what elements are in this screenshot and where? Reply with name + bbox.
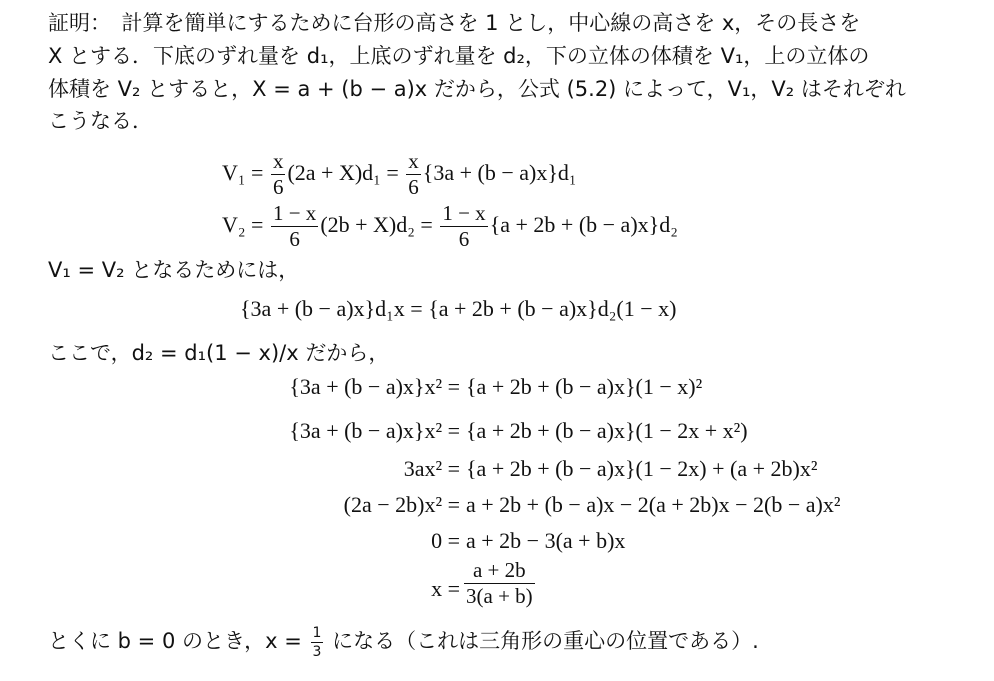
equation-v2-middle: (2b + X)d₂ = (320, 212, 433, 237)
final-result (0, 560, 994, 616)
derivation-step (0, 418, 994, 446)
proof-paragraph-line-2: X とする．下底のずれ量を d₁，上底のずれ量を d₂，下の立体の体積を V₁，上の立体の (48, 44, 870, 68)
step-rhs: a + 2b + (b − a)x − 2(a + 2b)x − 2(b − a)x² (466, 492, 841, 517)
fraction-numerator: 1 − x (442, 201, 486, 226)
condition-text: V₁ = V₂ となるためには， (48, 258, 300, 282)
conclusion-text-b: になる（これは三角形の重心の位置である）. (325, 629, 759, 653)
equation-v1-fraction-1 (271, 151, 286, 198)
equation-v2-fraction-2 (440, 203, 487, 250)
step-lhs: (2a − 2b)x² = (343, 492, 460, 517)
substitution-text: ここで，d₂ = d₁(1 − x)/x だから， (48, 341, 390, 365)
fraction-denominator: 6 (272, 175, 284, 200)
fraction-numerator: x (408, 149, 419, 174)
step-rhs: {a + 2b + (b − a)x}(1 − 2x) + (a + 2b)x² (466, 456, 818, 481)
fraction-denominator: 6 (289, 227, 300, 252)
fraction-denominator: 3(a + b) (466, 584, 533, 608)
equation-balance: {3a + (b − a)x}d₁x = {a + 2b + (b − a)x}d₂(1 − x) (240, 296, 677, 321)
equation-v2-fraction-1 (271, 203, 318, 250)
step-lhs: {3a + (b − a)x}x² = (289, 374, 460, 399)
step-rhs: {a + 2b + (b − a)x}(1 − 2x + x²) (466, 418, 748, 443)
fraction-denominator: 6 (408, 175, 419, 200)
proof-paragraph-line-1: 証明： 計算を簡単にするために台形の高さを 1 とし，中心線の高さを x，その長さを (48, 11, 861, 35)
fraction-numerator: x (272, 149, 284, 174)
derivation-step (0, 492, 994, 520)
equation-v2-lhs: V₂ = (222, 212, 264, 237)
step-rhs: {a + 2b + (b − a)x}(1 − x)² (466, 374, 703, 399)
step-lhs: {3a + (b − a)x}x² = (289, 418, 460, 443)
equation-v2-tail: {a + 2b + (b − a)x}d₂ (489, 212, 678, 237)
equation-v1 (222, 148, 577, 198)
step-lhs: 0 = (431, 528, 460, 553)
final-fraction-wrap (462, 560, 537, 607)
equation-v1-middle: (2a + X)d₁ = (287, 160, 399, 185)
final-fraction (464, 560, 535, 607)
equation-v1-lhs: V₁ = (222, 160, 264, 185)
derivation-step (0, 456, 994, 484)
conclusion-fraction (311, 626, 324, 659)
fraction-denominator: 6 (458, 227, 470, 252)
final-lhs: x = (431, 576, 460, 601)
conclusion-text-a: とくに b = 0 のとき，x = (48, 629, 309, 653)
derivation-step (0, 374, 994, 402)
step-rhs: a + 2b − 3(a + b)x (466, 528, 626, 553)
fraction-numerator: 1 (312, 624, 322, 641)
step-lhs: 3ax² = (403, 456, 460, 481)
fraction-numerator: 1 − x (272, 201, 317, 226)
equation-v1-tail: {3a + (b − a)x}d₁ (422, 160, 577, 185)
fraction-numerator: a + 2b (464, 560, 535, 584)
fraction-denominator: 3 (312, 643, 322, 660)
proof-paragraph-line-3: 体積を V₂ とすると，X = a + (b − a)x だから，公式 (5.2) によって，V₁，V₂ はそれぞれ (48, 77, 906, 101)
conclusion-text (48, 624, 759, 659)
proof-paragraph-line-4: こうなる． (48, 109, 153, 133)
derivation-step (0, 528, 994, 556)
equation-v2 (222, 200, 678, 250)
equation-v1-fraction-2 (406, 151, 421, 198)
